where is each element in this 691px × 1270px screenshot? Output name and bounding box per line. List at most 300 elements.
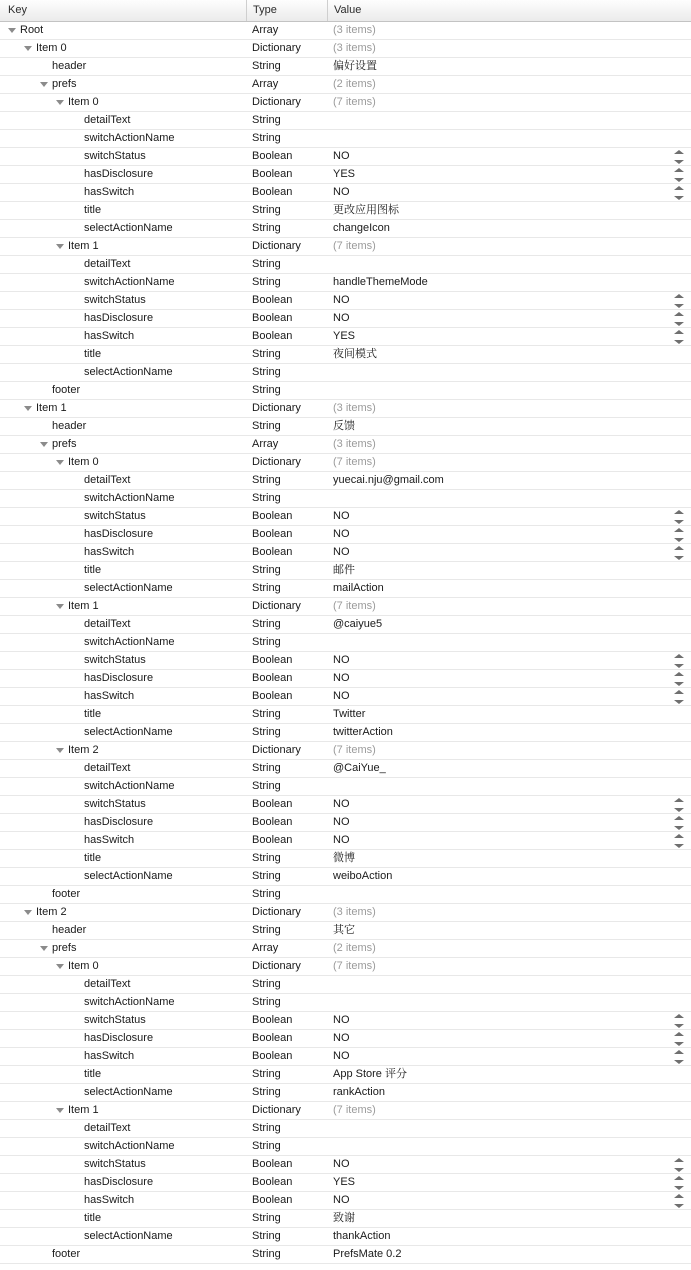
row-key-cell[interactable] — [0, 706, 246, 723]
row-type-cell[interactable]: String — [252, 1140, 281, 1152]
row-value-cell[interactable] — [327, 1120, 657, 1137]
row-key-cell[interactable] — [0, 760, 246, 777]
row-key-cell[interactable] — [0, 958, 246, 975]
row-value-cell[interactable]: 更改应用图标 — [333, 204, 399, 216]
chevron-down-icon[interactable] — [674, 520, 684, 524]
row-value-cell[interactable]: (2 items) — [333, 942, 376, 954]
table-row[interactable] — [0, 1192, 691, 1210]
disclosure-triangle-expanded-icon[interactable] — [40, 946, 48, 951]
chevron-down-icon[interactable] — [674, 340, 684, 344]
disclosure-triangle-expanded-icon[interactable] — [24, 406, 32, 411]
row-value-cell[interactable]: NO — [333, 528, 350, 540]
row-value-cell[interactable]: 微博 — [333, 852, 355, 864]
row-key-cell[interactable] — [0, 238, 246, 255]
disclosure-triangle-expanded-icon[interactable] — [56, 604, 64, 609]
boolean-stepper[interactable] — [673, 654, 685, 668]
disclosure-triangle-expanded-icon[interactable] — [56, 964, 64, 969]
chevron-down-icon[interactable] — [674, 1168, 684, 1172]
row-type-cell[interactable]: String — [252, 582, 281, 594]
chevron-up-icon[interactable] — [674, 528, 684, 532]
column-header-value[interactable]: Value — [327, 0, 691, 21]
table-row[interactable] — [0, 850, 691, 868]
table-row[interactable] — [0, 1228, 691, 1246]
table-row[interactable] — [0, 634, 691, 652]
boolean-stepper[interactable] — [673, 294, 685, 308]
row-value-cell[interactable]: NO — [333, 510, 350, 522]
row-value-cell[interactable]: NO — [333, 690, 350, 702]
row-key-cell[interactable] — [0, 1012, 246, 1029]
row-key-cell[interactable] — [0, 346, 246, 363]
row-value-cell[interactable]: (3 items) — [333, 42, 376, 54]
table-row[interactable] — [0, 346, 691, 364]
disclosure-triangle-expanded-icon[interactable] — [40, 442, 48, 447]
chevron-down-icon[interactable] — [674, 538, 684, 542]
table-row[interactable] — [0, 40, 691, 58]
row-type-cell[interactable]: Dictionary — [252, 1104, 301, 1116]
row-type-cell[interactable]: String — [252, 366, 281, 378]
table-row[interactable] — [0, 1138, 691, 1156]
row-key-cell[interactable] — [0, 202, 246, 219]
table-row[interactable] — [0, 130, 691, 148]
row-type-cell[interactable]: Dictionary — [252, 96, 301, 108]
chevron-up-icon[interactable] — [674, 186, 684, 190]
table-row[interactable] — [0, 490, 691, 508]
row-value-cell[interactable] — [327, 256, 657, 273]
row-value-cell[interactable]: thankAction — [333, 1230, 391, 1242]
row-type-cell[interactable]: String — [252, 564, 281, 576]
row-type-cell[interactable]: String — [252, 636, 281, 648]
table-row[interactable] — [0, 886, 691, 904]
row-value-cell[interactable]: (7 items) — [333, 600, 376, 612]
row-key-cell[interactable] — [0, 922, 246, 939]
row-key-cell[interactable] — [0, 400, 246, 417]
row-type-cell[interactable]: String — [252, 348, 281, 360]
chevron-up-icon[interactable] — [674, 150, 684, 154]
table-row[interactable] — [0, 508, 691, 526]
row-value-cell[interactable]: NO — [333, 834, 350, 846]
row-key-cell[interactable] — [0, 1120, 246, 1137]
row-key-cell[interactable] — [0, 1084, 246, 1101]
table-row[interactable] — [0, 1030, 691, 1048]
boolean-stepper[interactable] — [673, 186, 685, 200]
table-row[interactable] — [0, 292, 691, 310]
row-key-cell[interactable] — [0, 976, 246, 993]
row-type-cell[interactable]: Boolean — [252, 834, 293, 846]
row-value-cell[interactable]: 邮件 — [333, 564, 355, 576]
row-value-cell[interactable] — [327, 886, 657, 903]
table-row[interactable] — [0, 994, 691, 1012]
row-key-cell[interactable] — [0, 1066, 246, 1083]
row-type-cell[interactable]: Array — [252, 24, 279, 36]
boolean-stepper[interactable] — [673, 690, 685, 704]
chevron-down-icon[interactable] — [674, 1186, 684, 1190]
chevron-up-icon[interactable] — [674, 1050, 684, 1054]
row-value-cell[interactable]: handleThemeMode — [333, 276, 428, 288]
row-key-cell[interactable] — [0, 688, 246, 705]
row-key-cell[interactable] — [0, 832, 246, 849]
row-type-cell[interactable]: Dictionary — [252, 402, 301, 414]
row-key-cell[interactable] — [0, 22, 246, 39]
boolean-stepper[interactable] — [673, 816, 685, 830]
row-type-cell[interactable]: Boolean — [252, 1176, 293, 1188]
table-row[interactable] — [0, 220, 691, 238]
chevron-up-icon[interactable] — [674, 510, 684, 514]
boolean-stepper[interactable] — [673, 1176, 685, 1190]
row-type-cell[interactable]: String — [252, 132, 281, 144]
chevron-up-icon[interactable] — [674, 654, 684, 658]
chevron-up-icon[interactable] — [674, 546, 684, 550]
row-key-cell[interactable] — [0, 778, 246, 795]
table-row[interactable] — [0, 778, 691, 796]
row-key-cell[interactable] — [0, 670, 246, 687]
row-value-cell[interactable] — [327, 994, 657, 1011]
row-key-cell[interactable] — [0, 1192, 246, 1209]
row-type-cell[interactable]: Boolean — [252, 330, 293, 342]
boolean-stepper[interactable] — [673, 798, 685, 812]
row-type-cell[interactable]: String — [252, 1248, 281, 1260]
chevron-down-icon[interactable] — [674, 160, 684, 164]
row-value-cell[interactable]: NO — [333, 150, 350, 162]
row-type-cell[interactable]: String — [252, 780, 281, 792]
table-row[interactable] — [0, 670, 691, 688]
row-value-cell[interactable]: Twitter — [333, 708, 366, 720]
row-value-cell[interactable]: NO — [333, 186, 350, 198]
row-value-cell[interactable]: NO — [333, 312, 350, 324]
row-value-cell[interactable]: changeIcon — [333, 222, 390, 234]
row-key-cell[interactable] — [0, 508, 246, 525]
row-type-cell[interactable]: String — [252, 870, 281, 882]
table-row[interactable] — [0, 1066, 691, 1084]
row-type-cell[interactable]: Dictionary — [252, 906, 301, 918]
column-header-key[interactable]: Key — [8, 4, 27, 16]
table-row[interactable] — [0, 526, 691, 544]
row-type-cell[interactable]: String — [252, 474, 281, 486]
row-key-cell[interactable] — [0, 814, 246, 831]
row-key-cell[interactable] — [0, 94, 246, 111]
row-key-cell[interactable] — [0, 1210, 246, 1227]
row-key-cell[interactable] — [0, 1228, 246, 1245]
row-value-cell[interactable]: (7 items) — [333, 1104, 376, 1116]
row-value-cell[interactable]: 偏好设置 — [333, 60, 377, 72]
row-value-cell[interactable]: (3 items) — [333, 24, 376, 36]
row-key-cell[interactable] — [0, 634, 246, 651]
chevron-down-icon[interactable] — [674, 826, 684, 830]
chevron-up-icon[interactable] — [674, 816, 684, 820]
table-row[interactable] — [0, 832, 691, 850]
row-type-cell[interactable]: String — [252, 114, 281, 126]
row-key-cell[interactable] — [0, 364, 246, 381]
row-value-cell[interactable]: NO — [333, 546, 350, 558]
chevron-up-icon[interactable] — [674, 1194, 684, 1198]
row-key-cell[interactable] — [0, 1030, 246, 1047]
row-type-cell[interactable]: String — [252, 888, 281, 900]
boolean-stepper[interactable] — [673, 150, 685, 164]
row-key-cell[interactable] — [0, 904, 246, 921]
row-type-cell[interactable]: Array — [252, 438, 279, 450]
row-type-cell[interactable]: Boolean — [252, 150, 293, 162]
row-value-cell[interactable]: PrefsMate 0.2 — [333, 1248, 402, 1260]
row-value-cell[interactable]: NO — [333, 816, 350, 828]
chevron-down-icon[interactable] — [674, 322, 684, 326]
row-key-cell[interactable] — [0, 382, 246, 399]
row-value-cell[interactable]: weiboAction — [333, 870, 393, 882]
row-value-cell[interactable]: 夜间模式 — [333, 348, 377, 360]
chevron-down-icon[interactable] — [674, 664, 684, 668]
row-type-cell[interactable]: Dictionary — [252, 42, 301, 54]
row-type-cell[interactable]: String — [252, 258, 281, 270]
row-type-cell[interactable]: String — [252, 978, 281, 990]
row-key-cell[interactable] — [0, 490, 246, 507]
row-value-cell[interactable]: NO — [333, 1194, 350, 1206]
table-row[interactable] — [0, 1084, 691, 1102]
row-key-cell[interactable] — [0, 112, 246, 129]
table-row[interactable] — [0, 238, 691, 256]
row-key-cell[interactable] — [0, 166, 246, 183]
boolean-stepper[interactable] — [673, 834, 685, 848]
row-value-cell[interactable] — [327, 778, 657, 795]
row-key-cell[interactable] — [0, 562, 246, 579]
row-key-cell[interactable] — [0, 1156, 246, 1173]
table-row[interactable] — [0, 616, 691, 634]
table-row[interactable] — [0, 544, 691, 562]
row-key-cell[interactable] — [0, 418, 246, 435]
row-type-cell[interactable]: Boolean — [252, 816, 293, 828]
disclosure-triangle-expanded-icon[interactable] — [8, 28, 16, 33]
row-type-cell[interactable]: Boolean — [252, 312, 293, 324]
table-row[interactable] — [0, 1102, 691, 1120]
boolean-stepper[interactable] — [673, 312, 685, 326]
row-type-cell[interactable]: Boolean — [252, 1014, 293, 1026]
row-value-cell[interactable]: NO — [333, 1014, 350, 1026]
row-key-cell[interactable] — [0, 220, 246, 237]
chevron-up-icon[interactable] — [674, 690, 684, 694]
table-row[interactable] — [0, 940, 691, 958]
table-row[interactable] — [0, 922, 691, 940]
row-key-cell[interactable] — [0, 598, 246, 615]
boolean-stepper[interactable] — [673, 1194, 685, 1208]
row-value-cell[interactable]: NO — [333, 1158, 350, 1170]
boolean-stepper[interactable] — [673, 1050, 685, 1064]
row-value-cell[interactable]: rankAction — [333, 1086, 385, 1098]
row-type-cell[interactable]: Dictionary — [252, 456, 301, 468]
row-key-cell[interactable] — [0, 886, 246, 903]
row-value-cell[interactable]: (3 items) — [333, 906, 376, 918]
row-type-cell[interactable]: Boolean — [252, 1032, 293, 1044]
row-value-cell[interactable] — [327, 490, 657, 507]
row-key-cell[interactable] — [0, 130, 246, 147]
row-value-cell[interactable]: NO — [333, 1032, 350, 1044]
table-row[interactable] — [0, 1120, 691, 1138]
row-type-cell[interactable]: String — [252, 1086, 281, 1098]
boolean-stepper[interactable] — [673, 672, 685, 686]
row-key-cell[interactable] — [0, 148, 246, 165]
table-row[interactable] — [0, 688, 691, 706]
boolean-stepper[interactable] — [673, 168, 685, 182]
table-row[interactable] — [0, 580, 691, 598]
disclosure-triangle-expanded-icon[interactable] — [40, 82, 48, 87]
row-key-cell[interactable] — [0, 454, 246, 471]
row-type-cell[interactable]: String — [252, 726, 281, 738]
row-value-cell[interactable] — [327, 1138, 657, 1155]
row-key-cell[interactable] — [0, 868, 246, 885]
chevron-up-icon[interactable] — [674, 294, 684, 298]
row-key-cell[interactable] — [0, 994, 246, 1011]
table-row[interactable] — [0, 1012, 691, 1030]
table-row[interactable] — [0, 472, 691, 490]
row-key-cell[interactable] — [0, 526, 246, 543]
table-row[interactable] — [0, 202, 691, 220]
table-row[interactable] — [0, 1174, 691, 1192]
table-row[interactable] — [0, 1048, 691, 1066]
chevron-down-icon[interactable] — [674, 844, 684, 848]
table-row[interactable] — [0, 76, 691, 94]
table-row[interactable] — [0, 166, 691, 184]
row-type-cell[interactable]: String — [252, 708, 281, 720]
row-key-cell[interactable] — [0, 310, 246, 327]
row-type-cell[interactable]: Boolean — [252, 168, 293, 180]
row-value-cell[interactable] — [327, 976, 657, 993]
row-value-cell[interactable]: yuecai.nju@gmail.com — [333, 474, 444, 486]
table-row[interactable] — [0, 400, 691, 418]
disclosure-triangle-expanded-icon[interactable] — [24, 910, 32, 915]
table-row[interactable] — [0, 328, 691, 346]
row-type-cell[interactable]: Boolean — [252, 690, 293, 702]
chevron-down-icon[interactable] — [674, 1024, 684, 1028]
chevron-up-icon[interactable] — [674, 672, 684, 676]
row-value-cell[interactable]: NO — [333, 654, 350, 666]
row-value-cell[interactable]: mailAction — [333, 582, 384, 594]
row-key-cell[interactable] — [0, 580, 246, 597]
row-key-cell[interactable] — [0, 652, 246, 669]
table-row[interactable] — [0, 598, 691, 616]
chevron-up-icon[interactable] — [674, 1032, 684, 1036]
row-type-cell[interactable]: String — [252, 1122, 281, 1134]
row-type-cell[interactable]: String — [252, 996, 281, 1008]
row-key-cell[interactable] — [0, 472, 246, 489]
row-type-cell[interactable]: Boolean — [252, 294, 293, 306]
row-type-cell[interactable]: String — [252, 1212, 281, 1224]
row-type-cell[interactable]: String — [252, 762, 281, 774]
disclosure-triangle-expanded-icon[interactable] — [24, 46, 32, 51]
table-row[interactable] — [0, 382, 691, 400]
row-key-cell[interactable] — [0, 1048, 246, 1065]
row-type-cell[interactable]: Dictionary — [252, 600, 301, 612]
chevron-down-icon[interactable] — [674, 178, 684, 182]
row-key-cell[interactable] — [0, 940, 246, 957]
row-type-cell[interactable]: String — [252, 420, 281, 432]
row-key-cell[interactable] — [0, 616, 246, 633]
row-type-cell[interactable]: Dictionary — [252, 960, 301, 972]
row-value-cell[interactable]: 致谢 — [333, 1212, 355, 1224]
row-value-cell[interactable]: (3 items) — [333, 402, 376, 414]
chevron-down-icon[interactable] — [674, 808, 684, 812]
row-value-cell[interactable]: (2 items) — [333, 78, 376, 90]
row-type-cell[interactable]: Array — [252, 78, 279, 90]
row-type-cell[interactable]: String — [252, 60, 281, 72]
row-value-cell[interactable]: 其它 — [333, 924, 355, 936]
table-row[interactable] — [0, 436, 691, 454]
row-key-cell[interactable] — [0, 1174, 246, 1191]
row-type-cell[interactable]: Array — [252, 942, 279, 954]
row-type-cell[interactable]: String — [252, 924, 281, 936]
row-type-cell[interactable]: Boolean — [252, 1050, 293, 1062]
chevron-down-icon[interactable] — [674, 700, 684, 704]
row-value-cell[interactable]: YES — [333, 168, 356, 180]
table-row[interactable] — [0, 22, 691, 40]
table-row[interactable] — [0, 1156, 691, 1174]
row-value-cell[interactable]: NO — [333, 294, 350, 306]
boolean-stepper[interactable] — [673, 1014, 685, 1028]
table-row[interactable] — [0, 274, 691, 292]
row-type-cell[interactable]: Boolean — [252, 1158, 293, 1170]
row-type-cell[interactable]: Boolean — [252, 510, 293, 522]
table-row[interactable] — [0, 958, 691, 976]
row-key-cell[interactable] — [0, 850, 246, 867]
disclosure-triangle-expanded-icon[interactable] — [56, 100, 64, 105]
table-row[interactable] — [0, 256, 691, 274]
chevron-up-icon[interactable] — [674, 168, 684, 172]
disclosure-triangle-expanded-icon[interactable] — [56, 748, 64, 753]
row-key-cell[interactable] — [0, 58, 246, 75]
boolean-stepper[interactable] — [673, 1032, 685, 1046]
row-type-cell[interactable]: Dictionary — [252, 240, 301, 252]
table-row[interactable] — [0, 184, 691, 202]
row-type-cell[interactable]: String — [252, 492, 281, 504]
chevron-down-icon[interactable] — [674, 682, 684, 686]
row-type-cell[interactable]: Dictionary — [252, 744, 301, 756]
column-header-type[interactable]: Type — [246, 0, 327, 21]
chevron-down-icon[interactable] — [674, 304, 684, 308]
row-value-cell[interactable]: NO — [333, 798, 350, 810]
row-value-cell[interactable]: 反馈 — [333, 420, 355, 432]
row-value-cell[interactable] — [327, 130, 657, 147]
row-type-cell[interactable]: Boolean — [252, 1194, 293, 1206]
row-type-cell[interactable]: Boolean — [252, 654, 293, 666]
chevron-up-icon[interactable] — [674, 312, 684, 316]
row-type-cell[interactable]: String — [252, 222, 281, 234]
row-type-cell[interactable]: Boolean — [252, 546, 293, 558]
table-row[interactable] — [0, 724, 691, 742]
table-row[interactable] — [0, 148, 691, 166]
row-type-cell[interactable]: String — [252, 384, 281, 396]
chevron-down-icon[interactable] — [674, 1204, 684, 1208]
chevron-up-icon[interactable] — [674, 1176, 684, 1180]
row-key-cell[interactable] — [0, 796, 246, 813]
row-value-cell[interactable]: NO — [333, 672, 350, 684]
row-key-cell[interactable] — [0, 256, 246, 273]
row-value-cell[interactable]: YES — [333, 330, 356, 342]
chevron-up-icon[interactable] — [674, 798, 684, 802]
row-type-cell[interactable]: Boolean — [252, 186, 293, 198]
row-value-cell[interactable] — [327, 112, 657, 129]
chevron-down-icon[interactable] — [674, 1042, 684, 1046]
row-key-cell[interactable] — [0, 184, 246, 201]
row-key-cell[interactable] — [0, 274, 246, 291]
row-value-cell[interactable]: @CaiYue_ — [333, 762, 386, 774]
row-type-cell[interactable]: Boolean — [252, 528, 293, 540]
row-value-cell[interactable] — [327, 634, 657, 651]
row-key-cell[interactable] — [0, 724, 246, 741]
table-row[interactable] — [0, 814, 691, 832]
chevron-down-icon[interactable] — [674, 556, 684, 560]
chevron-up-icon[interactable] — [674, 1014, 684, 1018]
row-value-cell[interactable]: App Store 评分 — [333, 1068, 407, 1080]
row-key-cell[interactable] — [0, 328, 246, 345]
table-row[interactable] — [0, 418, 691, 436]
row-value-cell[interactable]: @caiyue5 — [333, 618, 383, 630]
table-row[interactable] — [0, 562, 691, 580]
disclosure-triangle-expanded-icon[interactable] — [56, 1108, 64, 1113]
